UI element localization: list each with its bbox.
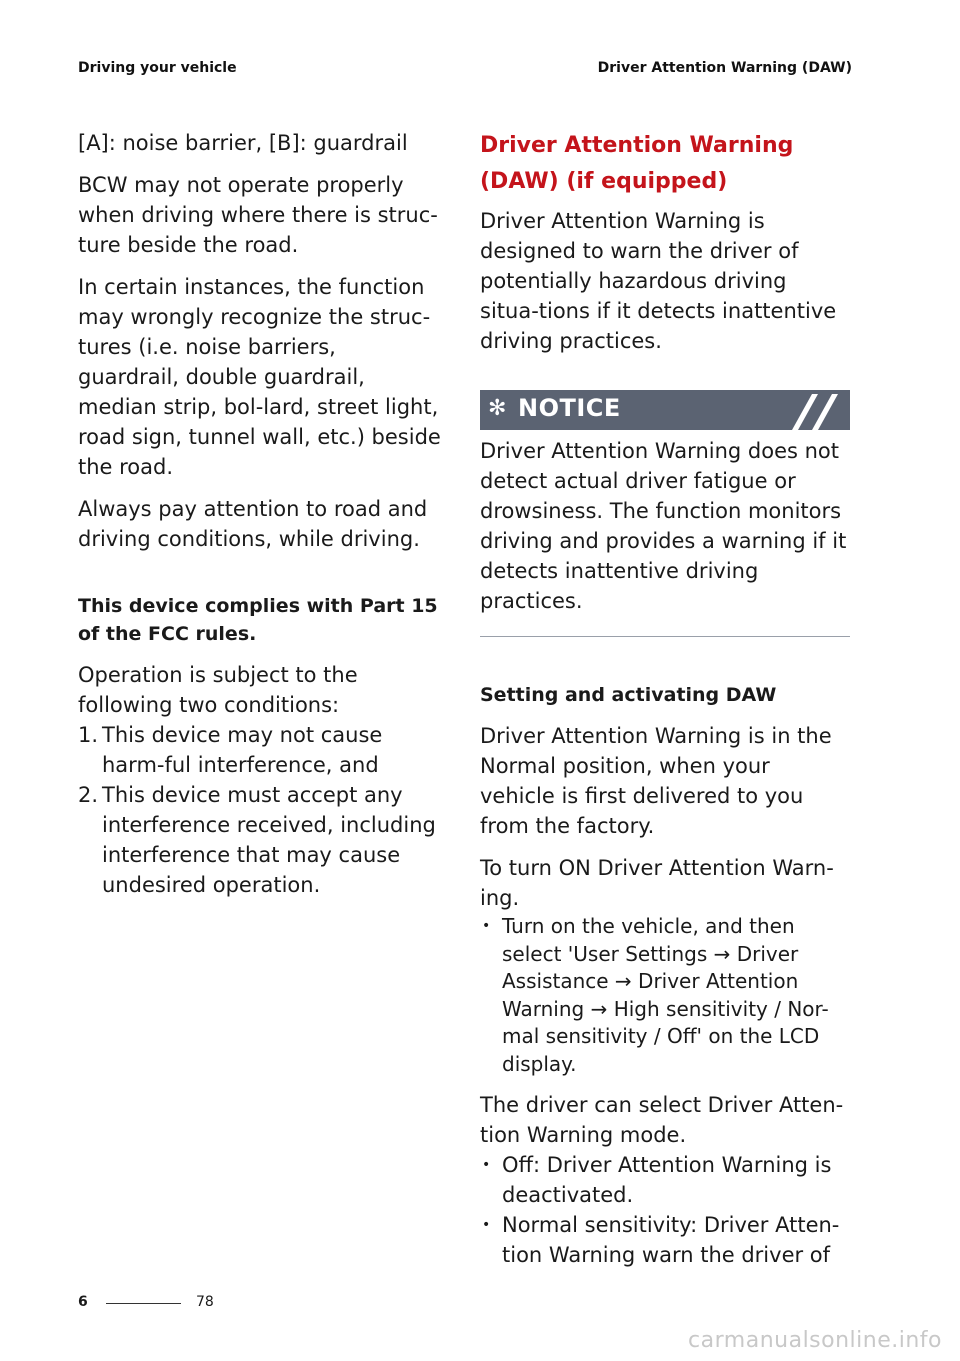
bullet-icon: •	[482, 1157, 491, 1173]
paragraph: The driver can select Driver Atten-tion Warning mode.	[480, 1093, 844, 1147]
page-number: 78	[196, 1294, 214, 1310]
notice-label: NOTICE	[518, 394, 621, 422]
right-column	[480, 128, 850, 1270]
diagonal-stripes-icon	[790, 390, 850, 430]
asterisk-icon: ✻	[488, 396, 507, 421]
section-title: Driver Attention Warning (DAW) (if equipped)	[480, 133, 794, 194]
notice-banner	[480, 390, 850, 430]
chapter-number: 6	[78, 1294, 88, 1310]
subsection-heading: Setting and activating DAW	[480, 684, 777, 706]
bullet-icon: •	[482, 1217, 491, 1233]
paragraph: Always pay attention to road and driving conditions, while driving.	[78, 497, 428, 551]
notice-text: Driver Attention Warning does not detect actual driver fatigue or drowsiness. The function monitors driving and provides a warning if it detects inattentive driving practices.	[480, 439, 847, 613]
paragraph: BCW may not operate properly when driving where there is struc-ture beside the road.	[78, 173, 438, 257]
footer-rule	[106, 1303, 181, 1304]
paragraph: Driver Attention Warning is designed to warn the driver of potentially hazardous driving situa-tions if it detects inattentive driving practices.	[480, 209, 837, 353]
divider	[480, 636, 850, 637]
paragraph: In certain instances, the function may wrongly recognize the struc-tures (i.e. noise barriers, guardrail, double guardrail, median strip, bol-lard, street light, road sign, tunnel wall, etc.) beside the road.	[78, 275, 441, 479]
watermark: carmanualsonline.info	[688, 1328, 942, 1353]
list-item: • Normal sensitivity: Driver Atten-tion Warning warn the driver of	[480, 1210, 850, 1270]
figure-caption: [A]: noise barrier, [B]: guardrail	[78, 131, 408, 155]
list-item: • Off: Driver Attention Warning is deactivated.	[480, 1150, 850, 1210]
bullet-list	[480, 913, 850, 1078]
bullet-list	[480, 1150, 850, 1270]
bullet-icon: •	[482, 918, 491, 934]
condition-list	[78, 720, 443, 900]
running-header-section: Driving your vehicle	[78, 60, 237, 76]
running-header-topic: Driver Attention Warning (DAW)	[597, 60, 852, 76]
paragraph: To turn ON Driver Attention Warn-ing.	[480, 856, 834, 910]
list-item: 1. This device may not cause harm-ful interference, and	[78, 723, 383, 777]
fcc-intro: Operation is subject to the following two conditions:	[78, 663, 358, 717]
left-column	[78, 128, 443, 900]
list-item: • Turn on the vehicle, and then select 'User Settings → Driver Assistance → Driver Attention Warning → High sensitivity / Nor-mal sensitivity / Off' on the LCD display.	[482, 914, 829, 1076]
fcc-heading: This device complies with Part 15 of the FCC rules.	[78, 595, 438, 645]
paragraph: Driver Attention Warning is in the Normal position, when your vehicle is first delivered to you from the factory.	[480, 724, 832, 838]
list-item: 2. This device must accept any interference received, including interference that may cause undesired operation.	[78, 783, 436, 897]
